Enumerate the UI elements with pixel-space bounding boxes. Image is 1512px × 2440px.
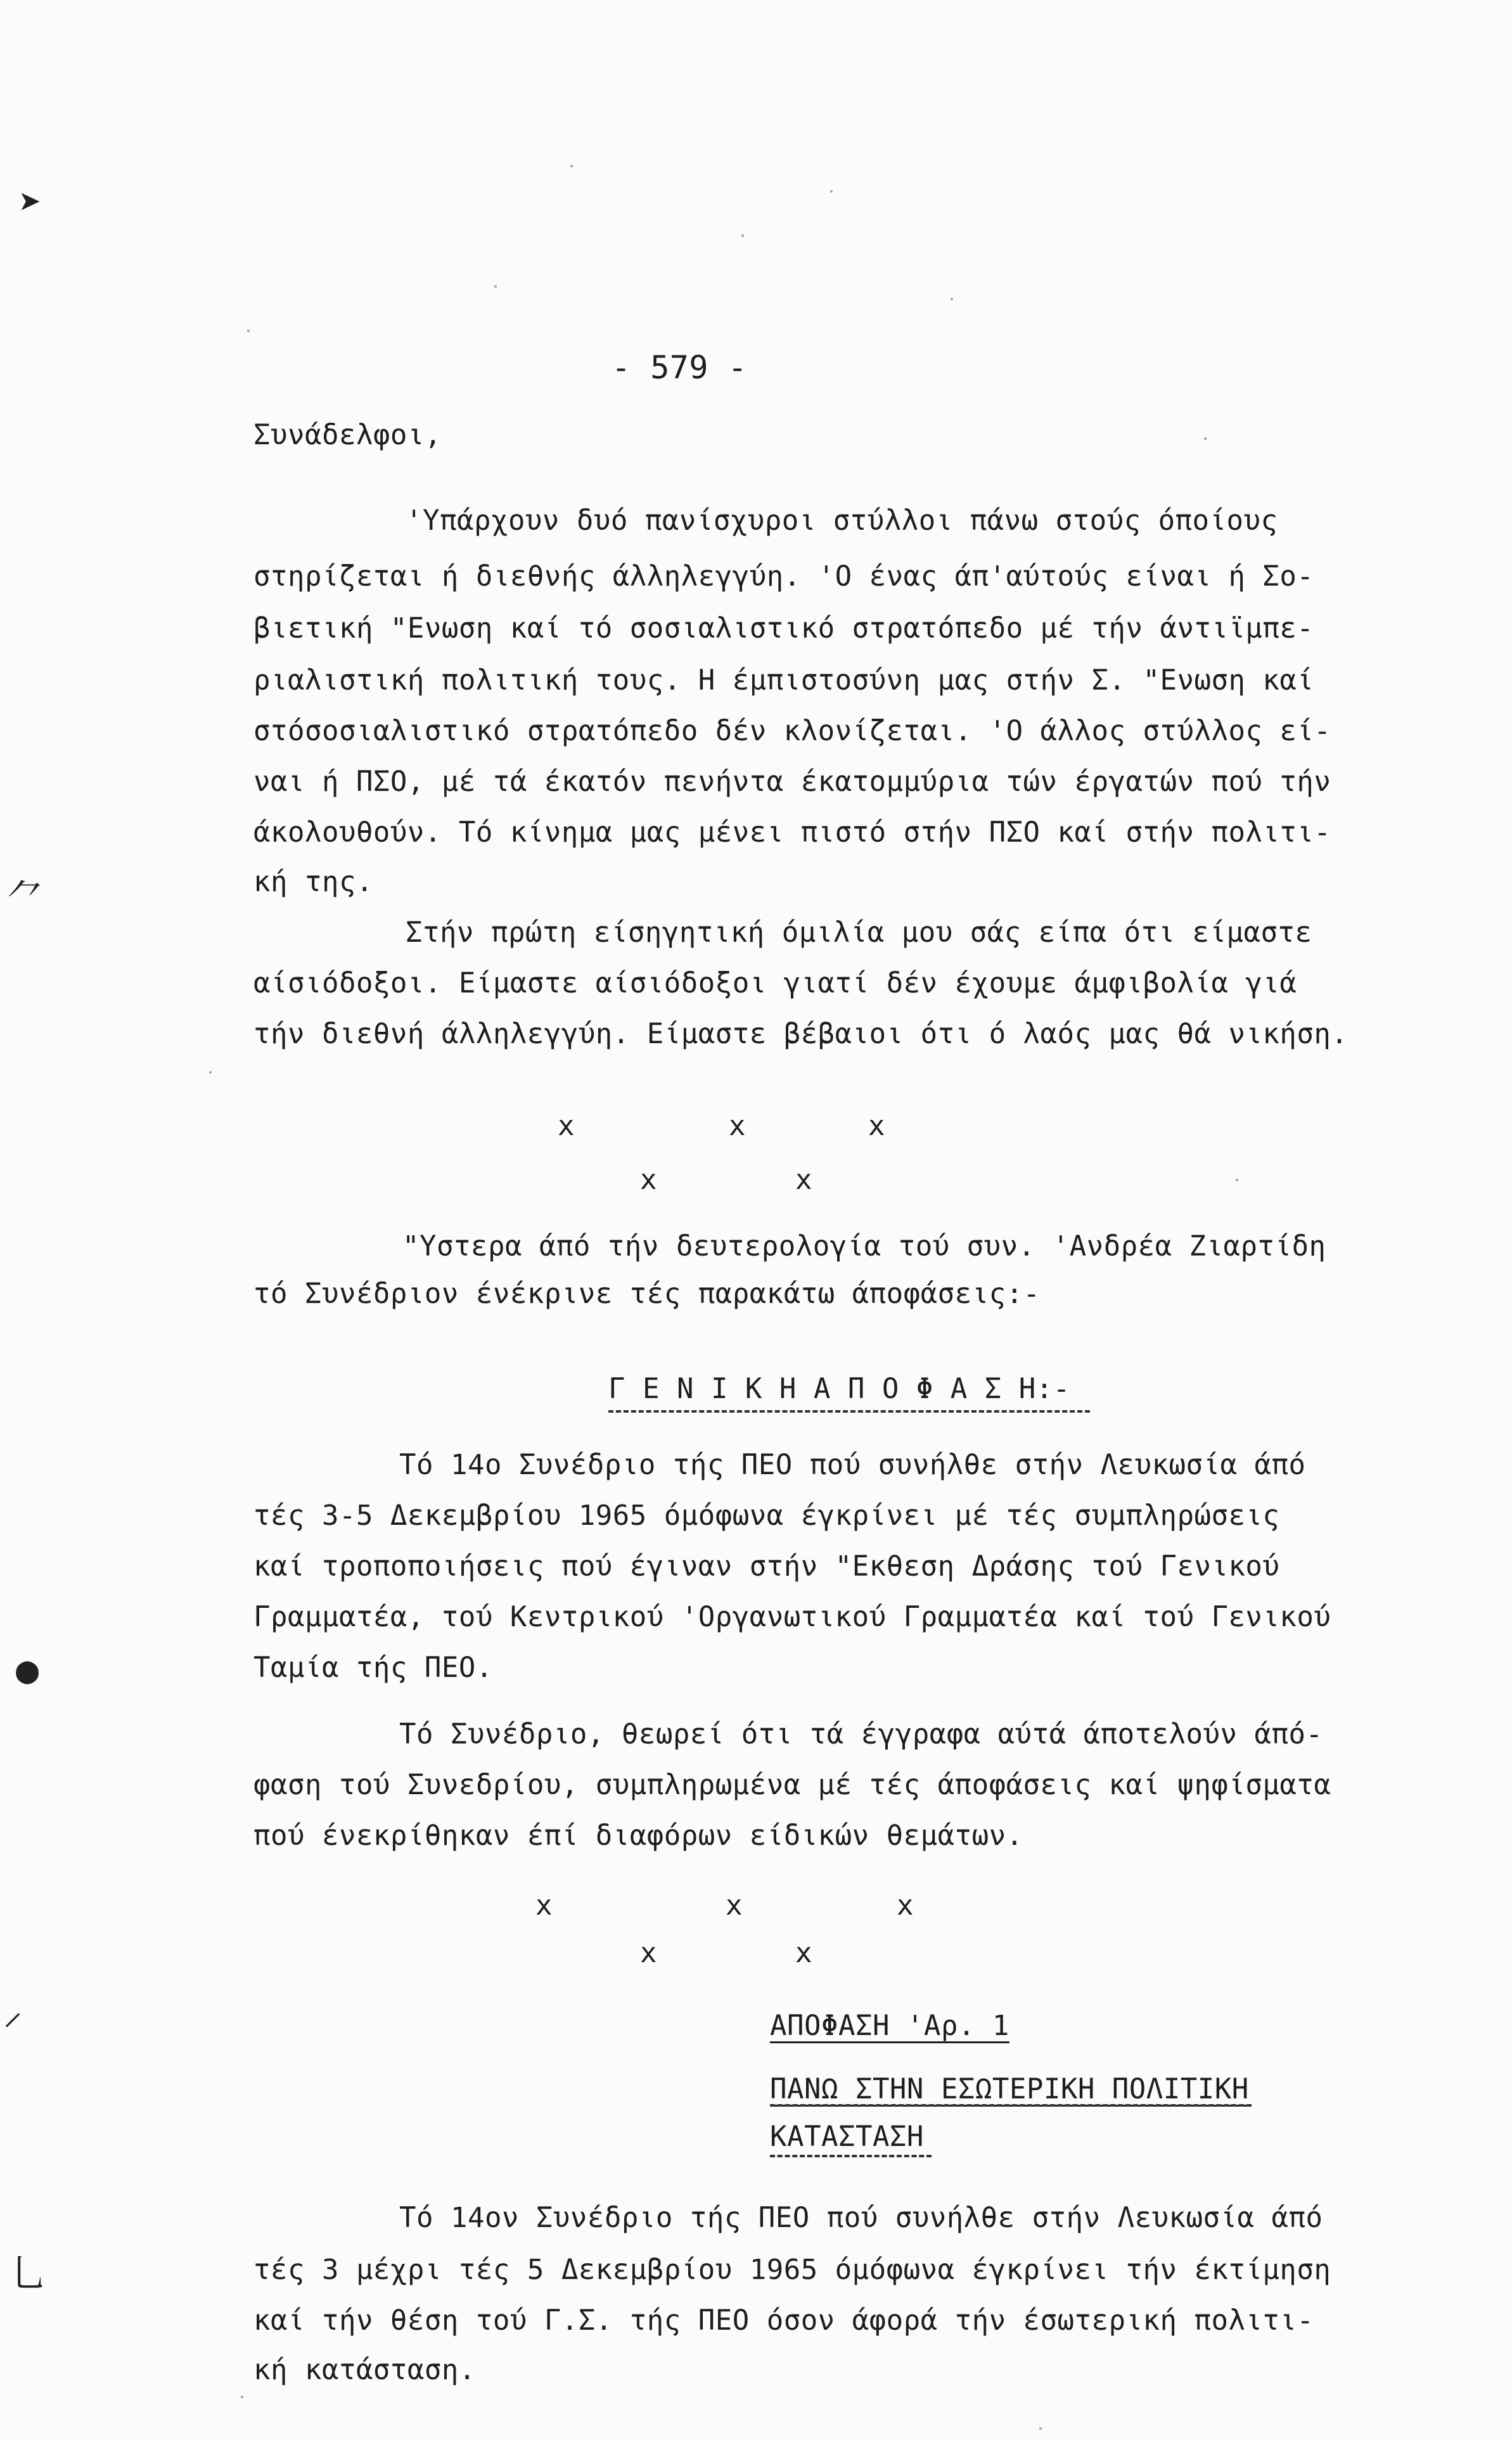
para4-line: Ταμία τής ΠΕΟ.: [253, 1652, 493, 1684]
para4-line: τές 3-5 Δεκεμβρίου 1965 όμόφωνα έγκρίνει μέ τές συμπληρώσεις: [253, 1499, 1280, 1532]
para6-line: κή κατάσταση.: [253, 2354, 476, 2386]
speck: [241, 2396, 243, 2398]
separator-x: x: [726, 1889, 743, 1922]
para3-line: "Υστερα άπό τήν δευτερολογία τού συν. 'Ανδρέα Ζιαρτίδη: [402, 1230, 1326, 1262]
margin-scribble-mark: ⺈: [6, 876, 44, 921]
para2-line: Στήν πρώτη είσηγητική όμιλία μου σάς είπα ότι είμαστε: [406, 916, 1312, 949]
salutation: Συνάδελφοι,: [253, 419, 442, 451]
speck: [1236, 1179, 1238, 1181]
para2-line: αίσιόδοξοι. Είμαστε αίσιόδοξοι γιατί δέν έχουμε άμφιβολία γιά: [253, 967, 1297, 999]
para1-line: βιετική "Ενωση καί τό σοσιαλιστικό στρατόπεδο μέ τήν άντιϊμπε-: [253, 612, 1314, 645]
margin-tick-mark: ⸝: [3, 1989, 22, 2034]
decision-title-underline: [770, 2155, 932, 2157]
speck: [209, 1071, 212, 1074]
para1-line: άκολουθούν. Τό κίνημα μας μένει πιστό στήν ΠΣΟ καί στήν πολιτι-: [253, 816, 1331, 849]
para6-line: τές 3 μέχρι τές 5 Δεκεμβρίου 1965 όμόφωνα έγκρίνει τήν έκτίμηση: [253, 2254, 1331, 2286]
speck: [494, 285, 497, 288]
para1-line: 'Υπάρχουν δυό πανίσχυροι στύλλοι πάνω στούς όποίους: [406, 504, 1278, 537]
separator-x: x: [795, 1164, 812, 1196]
heading-underline: [608, 1410, 1090, 1413]
para5-line: φαση τού Συνεδρίου, συμπληρωμένα μέ τές άποφάσεις καί ψηφίσματα: [253, 1769, 1331, 1801]
decision-number: ΑΠΟΦΑΣΗ 'Αρ. 1: [770, 2010, 1009, 2042]
decision-title-underline: [770, 2104, 1252, 2107]
para6-line: Τό 14ον Συνέδριο τής ΠΕΟ πού συνήλθε στήν Λευκωσία άπό: [399, 2202, 1323, 2234]
speck: [247, 330, 250, 332]
separator-x: x: [795, 1937, 812, 1969]
para2-line: τήν διεθνή άλληλεγγύη. Είμαστε βέβαιοι ότι ό λαός μας θά νικήση.: [253, 1018, 1349, 1050]
margin-hook-mark: ⺃: [10, 2252, 48, 2296]
speck: [741, 234, 744, 237]
page-number: - 579 -: [612, 349, 748, 386]
speck: [1039, 2427, 1042, 2430]
separator-x: x: [868, 1110, 885, 1142]
para1-line: κή της.: [253, 866, 373, 898]
speck: [951, 298, 953, 300]
para6-line: καί τήν θέση τού Γ.Σ. τής ΠΕΟ όσον άφορά τήν έσωτερική πολιτι-: [253, 2304, 1314, 2337]
para1-line: ναι ή ΠΣΟ, μέ τά έκατόν πενήντα έκατομμύρια τών έργατών πού τήν: [253, 766, 1331, 798]
heading-general-decision: Γ Ε Ν Ι Κ Η Α Π Ο Φ Α Σ Η:-: [608, 1373, 1070, 1405]
margin-arrow-mark: ➤: [19, 181, 42, 225]
para4-line: Γραμματέα, τού Κεντρικού 'Οργανωτικού Γραμματέα καί τού Γενικού: [253, 1601, 1331, 1633]
separator-x: x: [640, 1937, 657, 1969]
para1-line: στηρίζεται ή διεθνής άλληλεγγύη. 'Ο ένας άπ'αύτούς είναι ή Σο-: [253, 560, 1314, 593]
separator-x: x: [558, 1110, 575, 1142]
margin-blot-mark: ●: [16, 1648, 39, 1692]
para1-line: στόσοσιαλιστικό στρατόπεδο δέν κλονίζεται. 'Ο άλλος στύλλος εί-: [253, 715, 1331, 747]
para5-line: πού ένεκρίθηκαν έπί διαφόρων είδικών θεμάτων.: [253, 1820, 1023, 1852]
para4-line: Τό 14ο Συνέδριο τής ΠΕΟ πού συνήλθε στήν Λευκωσία άπό: [399, 1449, 1306, 1481]
decision-title-line: ΚΑΤΑΣΤΑΣΗ: [770, 2121, 924, 2153]
separator-x: x: [729, 1110, 746, 1142]
para3-line: τό Συνέδριον ένέκρινε τές παρακάτω άποφάσεις:-: [253, 1278, 1041, 1310]
para4-line: καί τροποποιήσεις πού έγιναν στήν "Εκθεση Δράσης τού Γενικού: [253, 1550, 1280, 1583]
para5-line: Τό Συνέδριο, θεωρεί ότι τά έγγραφα αύτά άποτελούν άπό-: [399, 1718, 1323, 1750]
speck: [830, 190, 833, 193]
separator-x: x: [535, 1889, 553, 1922]
separator-x: x: [897, 1889, 914, 1922]
separator-x: x: [640, 1164, 657, 1196]
speck: [1204, 437, 1207, 440]
speck: [570, 165, 573, 167]
para1-line: ριαλιστική πολιτική τους. Η έμπιστοσύνη μας στήν Σ. "Ενωση καί: [253, 664, 1314, 697]
decision-title-line: ΠΑΝΩ ΣΤΗΝ ΕΣΩΤΕΡΙΚΗ ΠΟΛΙΤΙΚΗ: [770, 2073, 1249, 2105]
